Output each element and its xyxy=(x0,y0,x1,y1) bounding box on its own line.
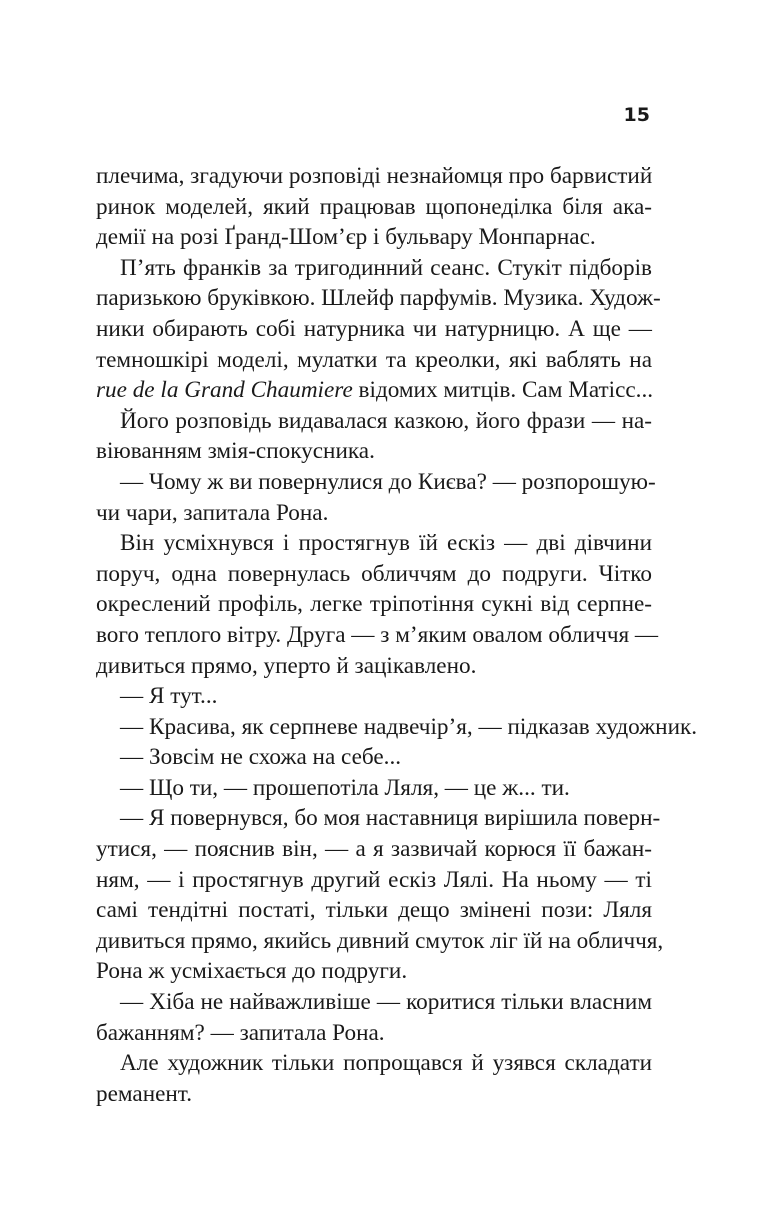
text-line xyxy=(96,987,652,1018)
text-line xyxy=(96,742,652,773)
text-line-content: відомих митців. Сам Матісс... xyxy=(352,377,654,404)
text-line-content: паризькою бруківкою. Шлейф парфумів. Музика. Худож- xyxy=(96,285,661,312)
text-line xyxy=(96,895,652,926)
text-line xyxy=(96,956,652,987)
body-text xyxy=(96,161,698,1109)
text-line xyxy=(96,283,661,314)
text-line-content: — Що ти, — прошепотіла Ляля, — це ж... ти. xyxy=(120,774,570,801)
text-line-content: бажанням? — запитала Рона. xyxy=(96,1019,385,1046)
text-line xyxy=(96,1079,652,1110)
text-line-content: Рона ж усміхається до подруги. xyxy=(96,958,408,985)
text-line-content: — Зовсім не схожа на себе... xyxy=(120,744,402,771)
text-line-content: реманент. xyxy=(96,1080,192,1107)
text-line-content: темношкірі моделі, мулатки та креолки, які ваблять на xyxy=(96,346,652,373)
text-line xyxy=(96,498,652,529)
text-line-content: поруч, одна повернулась обличчям до подруги. Чітко xyxy=(96,560,652,587)
text-line xyxy=(96,834,652,865)
text-line xyxy=(96,375,652,406)
text-line xyxy=(96,345,652,376)
text-line xyxy=(96,467,656,498)
italic-phrase: rue de la Grand Chaumiere xyxy=(96,377,353,404)
text-line-content: — Я повернувся, бо моя наставниця вирішила поверн- xyxy=(120,805,661,832)
text-line-content: демії на розі Ґранд-Шом’єр і бульвару Монпарнас. xyxy=(96,224,596,251)
text-line xyxy=(96,589,652,620)
text-line-content: самі тендітні постаті, тільки дещо змінені пози: Ляля xyxy=(96,897,652,924)
text-line-content: — Красива, як серпневе надвечір’я, — підказав художник. xyxy=(120,713,698,740)
text-line xyxy=(96,1048,652,1079)
page-number: 15 xyxy=(623,104,650,126)
text-line xyxy=(96,436,652,467)
text-line xyxy=(96,406,652,437)
text-line-content: Але художник тільки попрощався й узявся складати xyxy=(120,1050,652,1077)
text-line-content: ням, — і простягнув другий ескіз Лялі. На ньому — ті xyxy=(96,866,652,893)
text-line-content: віюванням змія-спокусника. xyxy=(96,438,375,465)
text-line xyxy=(96,222,652,253)
text-line-content: Він усміхнувся і простягнув їй ескіз — дві дівчини xyxy=(120,530,652,557)
text-line-content: утися, — пояснив він, — а я зазвичай корюся її бажан- xyxy=(96,836,652,863)
text-line xyxy=(96,192,652,223)
text-line-content: П’ять франків за тригодинний сеанс. Стукіт підборів xyxy=(120,254,652,281)
text-line-content: ринок моделей, який працював щопонеділка біля ака- xyxy=(96,193,652,220)
text-line xyxy=(96,681,652,712)
text-line xyxy=(96,620,659,651)
text-line xyxy=(96,1018,652,1049)
text-line xyxy=(96,253,652,284)
text-line xyxy=(96,161,652,192)
text-line xyxy=(96,559,652,590)
text-line xyxy=(96,528,652,559)
text-line xyxy=(96,651,652,682)
text-line-content: окреслений профіль, легке тріпотіння сукні від серпне- xyxy=(96,591,652,618)
text-line-content: чи чари, запитала Рона. xyxy=(96,499,329,526)
text-line-content: — Хіба не найважливіше — коритися тільки власним xyxy=(120,989,652,1016)
text-line-content: плечима, згадуючи розповіді незнайомця про барвистий xyxy=(96,163,653,189)
text-line-content: дивиться прямо, якийсь дивний смуток ліг їй на обличчя, xyxy=(96,927,664,954)
text-line-content: дивиться прямо, уперто й зацікавлено. xyxy=(96,652,477,679)
text-line xyxy=(96,773,652,804)
text-line xyxy=(96,803,661,834)
text-line xyxy=(96,712,698,743)
text-line-content: ники обирають собі натурника чи натурницю. А ще — xyxy=(96,315,652,342)
text-line xyxy=(96,926,664,957)
text-line-content: — Чому ж ви повернулися до Києва? — розпорошую- xyxy=(120,468,656,495)
text-line xyxy=(96,314,652,345)
text-line-content: вого теплого вітру. Друга — з м’яким овалом обличчя — xyxy=(96,621,659,648)
text-line-content: Його розповідь видавалася казкою, його фрази — на- xyxy=(120,407,652,434)
text-line xyxy=(96,865,652,896)
text-line-content: — Я тут... xyxy=(120,683,218,710)
